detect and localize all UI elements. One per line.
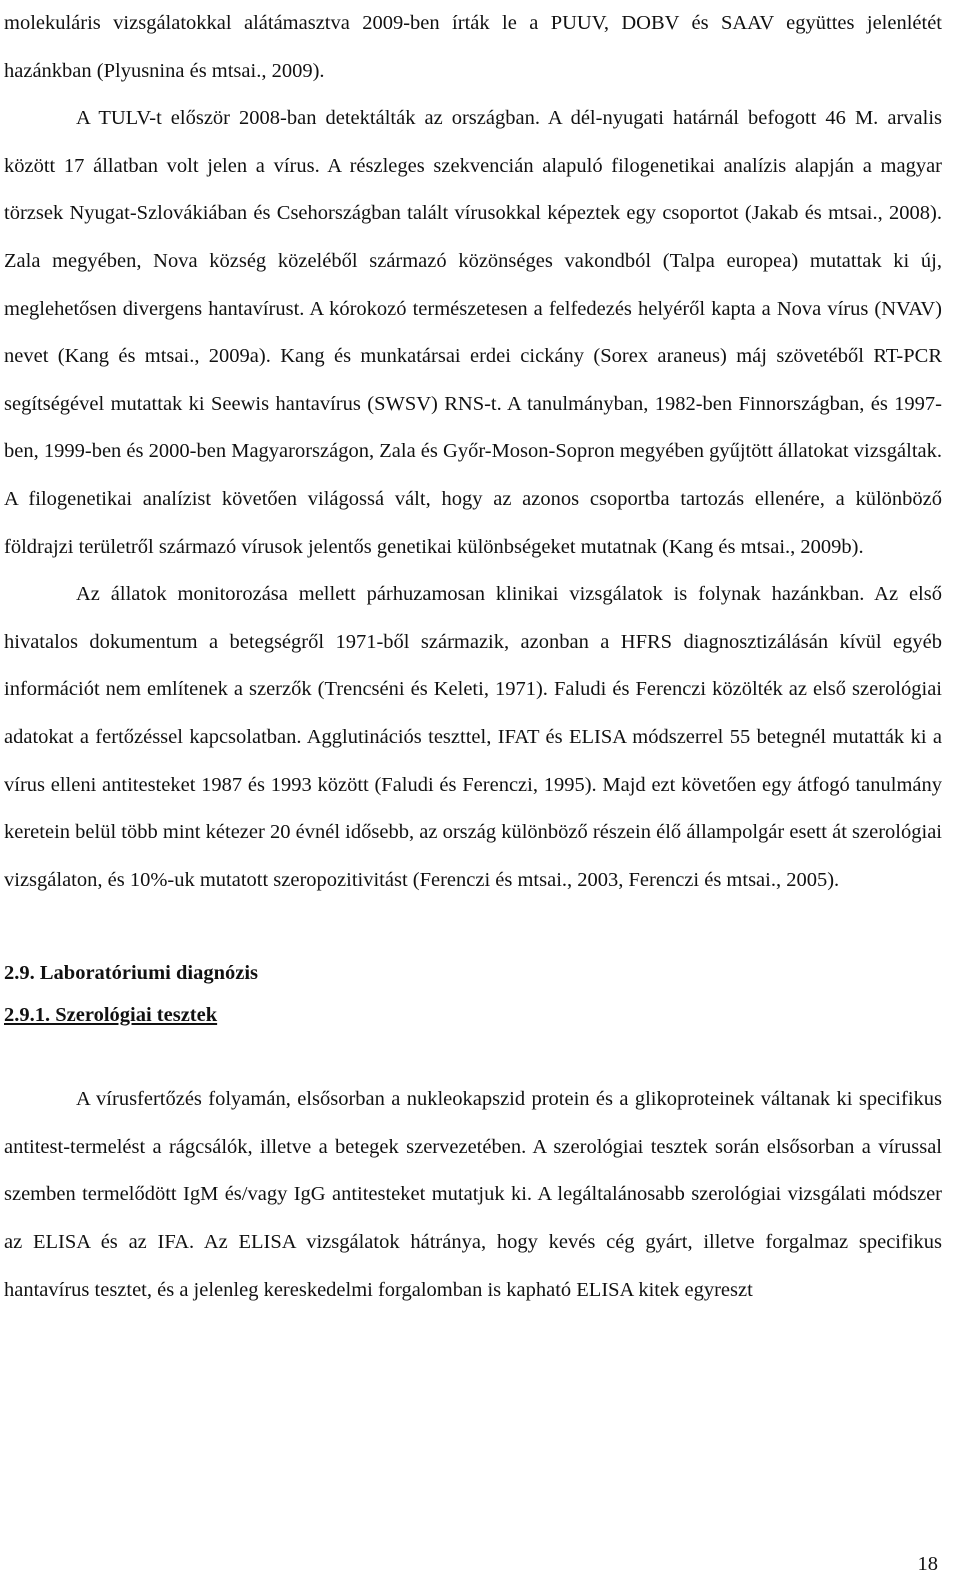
section-gap [4,904,942,952]
section-heading [4,952,942,994]
subsection-gap [4,1036,942,1076]
paragraph-tulv-discovery: A TULV-t először 2008-ban detektálták az országban. A dél-nyugati határnál befogott 46 M. arvalis között 17 állatban volt jelen a vírus. A részleges szekvencián alapuló filogenetikai analízis alapján a magyar törzsek Nyugat-Szlovákiában és Csehországban talált vírusokkal képeztek egy csoportot (Jakab és mtsai., 2008). Zala megyében, Nova község közeléből származó közönséges vakondból (Talpa europea) mutattak ki új, meglehetősen divergens hantavírust. A kórokozó természetesen a felfedezés helyéről kapta a Nova vírus (NVAV) nevet (Kang és mtsai., 2009a). Kang és munkatársai erdei cickány (Sorex araneus) máj szövetéből RT-PCR segítségével mutattak ki Seewis hantavírus (SWSV) RNS-t. A tanulmányban, 1982-ben Finnországban, és 1997-ben, 1999-ben és 2000-ben Magyarországon, Zala és Győr-Moson-Sopron megyében gyűjtött állatokat vizsgáltak. A filogenetikai analízist követően világossá vált, hogy az azonos csoportba tartozás ellenére, a különböző földrajzi területről származó vírusok jelentős genetikai különbségeket mutatnak (Kang és mtsai., 2009b). [4,107,942,558]
section-heading-text: 2.9. Laboratóriumi diagnózis [4,962,258,985]
paragraph-continuation: molekuláris vizsgálatokkal alátámasztva 2009-ben írták le a PUUV, DOBV és SAAV együttes jelenlétét hazánkban (Plyusnina és mtsai., 2009). [4,12,942,82]
paragraph-serology: A vírusfertőzés folyamán, elsősorban a nukleokapszid protein és a glikoproteinek váltanak ki specifikus antitest-termelést a rágcsálók, illetve a betegek szervezetében. A szerológiai tesztek során elsősorban a vírussal szemben termelődött IgM és/vagy IgG antitesteket mutatjuk ki. A legáltalánosabb szerológiai vizsgálati módszer az ELISA és az IFA. Az ELISA vizsgálatok hátránya, hogy kevés cég gyárt, illetve forgalmaz specifikus hantavírus tesztet, és a jelenleg kereskedelmi forgalomban is kapható ELISA kitek egyreszt [4,1088,942,1301]
paragraph-clinical-studies: Az állatok monitorozása mellett párhuzamosan klinikai vizsgálatok is folynak hazánkban. Az első hivatalos dokumentum a betegségről 1971-ből származik, azonban a HFRS diagnosztizálásán kívül egyéb információt nem említenek a szerzők (Trencséni és Keleti, 1971). Faludi és Ferenczi közölték az első szerológiai adatokat a fertőzéssel kapcsolatban. Agglutinációs teszttel, IFAT és ELISA módszerrel 55 betegnél mutatták ki a vírus elleni antitesteket 1987 és 1993 között (Faludi és Ferenczi, 1995). Majd ezt követően egy átfogó tanulmány keretein belül több mint kétezer 20 évnél idősebb, az ország különböző részein élő állampolgár esett át szerológiai vizsgálaton, és 10%-uk mutatott szeropozitivitást (Ferenczi és mtsai., 2003, Ferenczi és mtsai., 2005). [4,583,942,891]
page-content [4,0,942,1314]
subsection-heading [4,994,942,1036]
page-number: 18 [917,1553,938,1575]
subsection-heading-text: 2.9.1. Szerológiai tesztek [4,1004,218,1027]
